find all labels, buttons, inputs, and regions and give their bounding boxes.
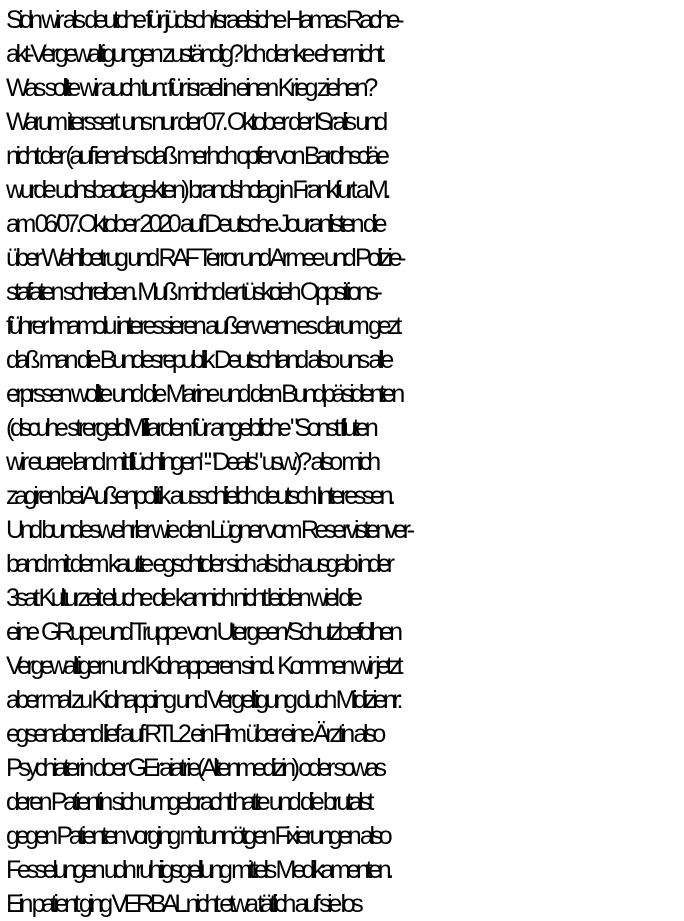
text-line: am 06/07.Oktober 2020 auf Deutsche Jouranlisten die [6, 210, 384, 238]
text-line: Warum iterssert uns nur der 07. Oktober der ISralis und [6, 108, 384, 136]
text-line: führer Imamolu interessieren außer wenn es darum gezt [6, 312, 398, 340]
text-line: Fesselungen udn ruhiigsgellung mittels Medikamenten. [6, 856, 390, 884]
text-line: daß man die Bundesrepublik Deutschland also uns alle [6, 346, 390, 374]
body-text [6, 3, 684, 921]
text-line: deren Patientin sich umgebracht hatte und die brutalst [6, 788, 371, 816]
text-line: egsenabend lief auf RTL2 ein Film über eine Ärztin also [6, 720, 382, 748]
text-line: erprssen wollte und die Marine und den Bundpäsidenten [6, 380, 401, 408]
text-line: stafaten schreiben. Muß michd er tüskcieh Oppsitions- [6, 278, 379, 306]
text-line: Sidn wir als deutche für jüdsch/israelsiche Hamas Rache- [6, 6, 401, 34]
text-line: Vergewaltigern und Kidnapperen sind. Kommen wir jetzt [6, 652, 400, 680]
text-line: nicht der (auf ienahs daß merhch opfer von Bardhscläe [6, 142, 386, 170]
text-line: Und bundeswehrler wie den Lügner vom Reservistenver- [6, 516, 411, 544]
text-line: akt-Vergewaltigungen zuständig? Ich denke eher nicht. [6, 40, 383, 68]
text-line: gegen Patienten vorging mit unnötgen Fixierungen also [6, 822, 389, 850]
text-line: band mit dem kautte egschtder sich als ich ausgab inder [6, 550, 391, 578]
text-line: Ein patient ging VERBAL nicht etwa tätlich auf sie los [6, 890, 360, 918]
text-line: (dscuhe strergeldMilliarden für angebliche "Sonst fluten [6, 414, 375, 442]
text-line: wurde udnsbaotagekten) brandshclag in Frankfurt a.M. [6, 176, 388, 204]
text-line: Psychiaterin doer GEraiatrie(Altenmedizin) oder sowas [6, 754, 383, 782]
text-line: Was sollte wir auch tun: für israel in einen Krieg ziehen? [6, 74, 374, 102]
text-line: über Wahlbetrug und RAF Terror und Armee und Polizie- [6, 244, 403, 272]
text-line: zagiren bei Außenpolitik ausschlielch deutsch Interessen. [6, 482, 392, 510]
text-line: aber mal zu Kidnapping und Vergeltigung duch Midizienr: [6, 686, 400, 714]
text-line: wir euere land mit flüchlingen"-"Deals" usw.)? also mich [6, 448, 377, 476]
text-line: 3sat Kulturzeit eluche die kannich nicht leiden wiel die [6, 584, 359, 612]
text-line: eine GRupe und Truppe von Utergeen/Schutzbefolhen [6, 618, 399, 646]
